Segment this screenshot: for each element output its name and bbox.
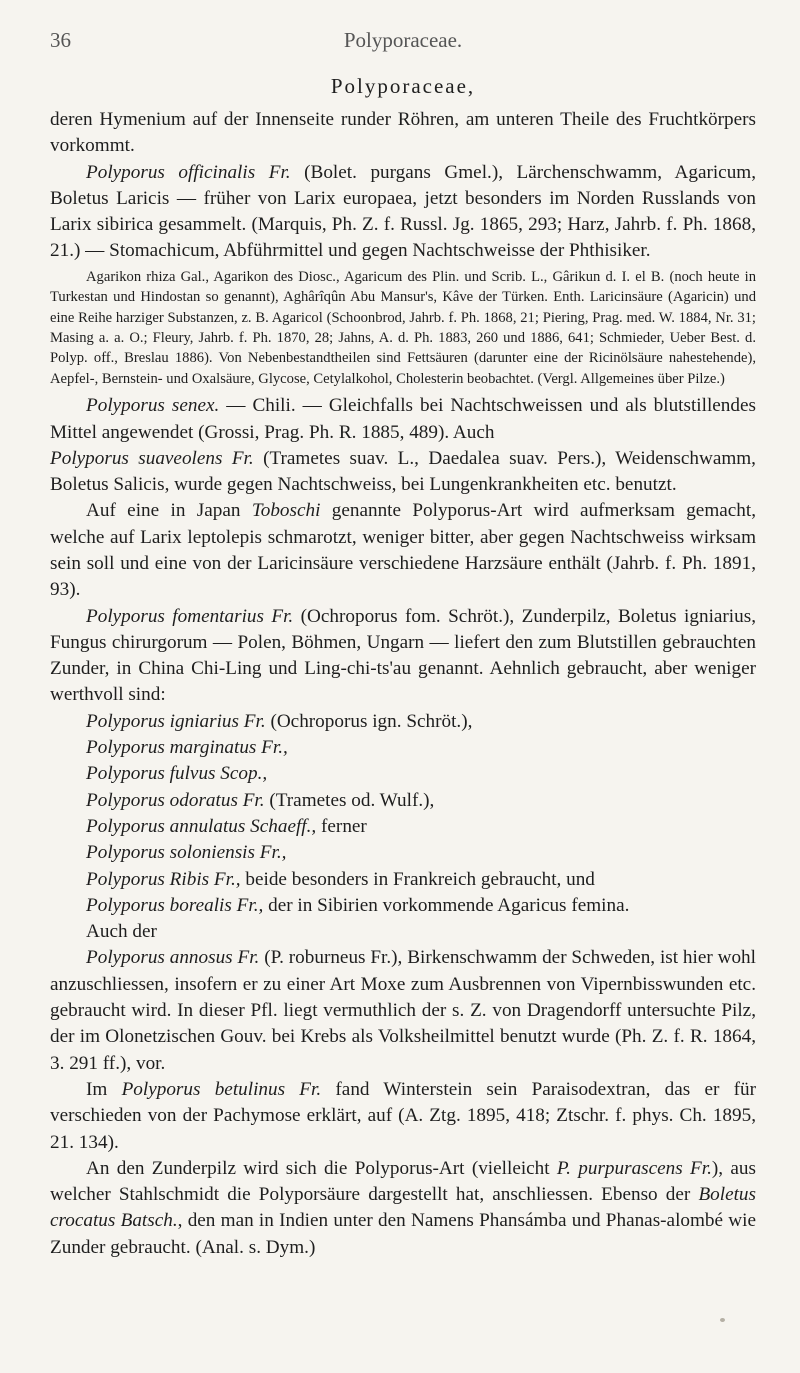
list-text: (Ochroporus ign. Schröt.),	[265, 710, 473, 732]
paragraph-text: Im	[86, 1078, 122, 1100]
list-text: (Trametes od. Wulf.),	[264, 789, 435, 811]
list-text: beide besonders in Frankreich gebraucht, und	[240, 868, 595, 890]
species-name: Polyporus Ribis Fr.,	[86, 868, 241, 890]
list-item	[50, 893, 756, 919]
paragraph-text: , den man in Indien unter den Namens Phansámba und Phanas-alombé wie Zunder gebraucht. (Anal. s. Dym.)	[50, 1210, 756, 1258]
footnote-text: Agarikon rhiza Gal., Agarikon des Diosc., Agaricum des Plin. und Scrib. L., Gârikun d. I. el B. (noch heute in Turkestan und Hindostan so genannt), Aghârîqûn Abu Mansur's, Kâve der Türken. Enth. Laricinsäure (Agaricin) und eine Reihe harziger Substanzen, z. B. Agaricol (Schoonbrod, Jahrb. f. Ph. 1868, 21; Piering, Prag. med. W. 1884, Nr. 31; Masing a. a. O.; Fleury, Jahrb. f. Ph. 1870, 28; Jahns, A. d. Ph. 1883, 260 und 1886, 641; Schmieder, Ueber Best. d. Polyp. off., Breslau 1886). Von Nebenbestandtheilen sind Fettsäuren (darunter eine der Ricinölsäure nahestehende), Aepfel-, Bernstein- und Oxalsäure, Glycose, Cetylalkohol, Cholesterin beobachtet. (Vergl. Allgemeines über Pilze.)	[50, 268, 756, 387]
paragraph-text: (Bolet. purgans Gmel.), Lärchenschwamm, Agaricum, Boletus Laricis — früher von Larix europaea, jetzt besonders im Norden Russlands von Larix sibirica gesammelt. (Marquis, Ph. Z. f. Russl. Jg. 1865, 293; Harz, Jahrb. f. Ph. 1868, 21.) — Stomachicum, Abführmittel und gegen Nachtschweisse der Phthisiker.	[50, 161, 757, 262]
species-name: Polyporus borealis Fr.,	[86, 894, 264, 916]
paragraph-text: — Chili. — Gleichfalls bei Nachtschweissen und als blutstillendes Mittel angewendet (Grossi, Prag. Ph. R. 1885, 489). Auch	[50, 395, 756, 443]
species-name: Polyporus annosus Fr.	[86, 947, 260, 969]
list-item	[50, 735, 756, 761]
print-speck	[720, 1318, 725, 1322]
fomentarius-paragraph	[50, 604, 756, 709]
annosus-paragraph	[50, 945, 756, 1076]
species-name: Polyporus betulinus Fr.	[121, 1078, 322, 1100]
species-name: Polyporus igniarius Fr.	[86, 710, 266, 732]
species-name: Polyporus fomentarius Fr.	[86, 605, 294, 627]
species-name: Polyporus annulatus Schaeff.,	[86, 815, 317, 837]
list-item	[50, 919, 756, 945]
list-item	[50, 761, 756, 787]
list-item	[50, 709, 756, 735]
section-title: Polyporaceae,	[330, 74, 476, 98]
officinalis-paragraph	[50, 160, 756, 265]
purpurascens-paragraph	[50, 1156, 756, 1261]
paragraph-text: Auf eine in Japan	[86, 500, 252, 522]
list-text: Auch der	[86, 921, 157, 943]
paragraph-text: An den Zunderpilz wird sich die Polyporus-Art (vielleicht	[86, 1157, 557, 1179]
species-name: Polyporus senex.	[86, 395, 220, 417]
list-text: ferner	[316, 815, 367, 837]
species-name: Polyporus suaveolens Fr.	[50, 447, 254, 469]
species-name: Polyporus odoratus Fr.	[86, 789, 265, 811]
betulinus-paragraph	[50, 1077, 756, 1156]
intro-text: deren Hymenium auf der Innenseite runder Röhren, am unteren Theile des Fruchtkörpers vorkommt.	[50, 109, 756, 157]
paragraph-text: (Ochroporus fom. Schröt.), Zunderpilz, Boletus igniarius, Fungus chirurgorum — Polen, Böhmen, Ungarn — liefert den zum Blutstillen gebrauchten Zunder, in China Chi-Ling und Ling-chi-ts'au genannt. Aehnlich gebraucht, aber weniger werthvoll sind:	[50, 605, 756, 706]
list-item	[50, 867, 756, 893]
species-name: Toboschi	[251, 500, 321, 522]
species-name: Polyporus marginatus Fr.,	[86, 737, 288, 759]
species-name: P. purpurascens Fr.	[556, 1157, 712, 1179]
species-list	[50, 709, 756, 946]
list-item	[50, 788, 756, 814]
species-name: Polyporus officinalis Fr.	[86, 161, 291, 183]
toboschi-paragraph	[50, 498, 756, 603]
footnote-paragraph	[50, 267, 756, 389]
paragraph-text: (P. roburneus Fr.), Birkenschwamm der Schweden, ist hier wohl anzuschliessen, insofern er zu einer Art Moxe zum Ausbrennen von Vipernbisswunden etc. gebraucht wird. In dieser Pfl. liegt vermuthlich der s. Z. von Dragendorff untersuchte Pilz, der im Olonetzischen Gouv. bei Krebs als Volksheilmittel benutzt wurde (Ph. Z. f. R. 1864, 3. 291 ff.), vor.	[50, 947, 756, 1074]
list-text: der in Sibirien vorkommende Agaricus femina.	[263, 894, 630, 916]
paragraph-text: fand Winterstein sein Paraisodextran, das er für verschieden von der Pachymose erklärt, auf (A. Ztg. 1895, 418; Ztschr. f. phys. Ch. 1895, 21. 134).	[50, 1078, 756, 1153]
intro-paragraph	[50, 107, 756, 160]
species-name: Boletus crocatus Batsch.	[50, 1184, 756, 1232]
senex-paragraph	[50, 393, 756, 498]
list-item	[50, 840, 756, 866]
page-number: 36	[50, 28, 71, 52]
paragraph-text: (Trametes suav. L., Daedalea suav. Pers.), Weidenschwamm, Boletus Salicis, wurde gegen Nachtschweiss, bei Lungenkrankheiten etc. benutzt.	[50, 447, 756, 496]
running-title: Polyporaceae.	[343, 28, 463, 52]
paragraph-text: ), aus welcher Stahlschmidt die Polyporsäure dargestellt hat, anschliessen. Ebenso der	[50, 1157, 756, 1206]
page-header	[50, 28, 756, 68]
paragraph-text: genannte Polyporus-Art wird aufmerksam gemacht, welche auf Larix leptolepis schmarotzt, weniger bitter, aber gegen Nachtschweiss wirksam sein soll und eine von der Laricinsäure verschiedene Harzsäure enthält (Jahrb. f. Ph. 1891, 93).	[50, 500, 756, 601]
list-item	[50, 814, 756, 840]
species-name: Polyporus soloniensis Fr.,	[86, 842, 287, 864]
species-name: Polyporus fulvus Scop.,	[86, 763, 268, 785]
